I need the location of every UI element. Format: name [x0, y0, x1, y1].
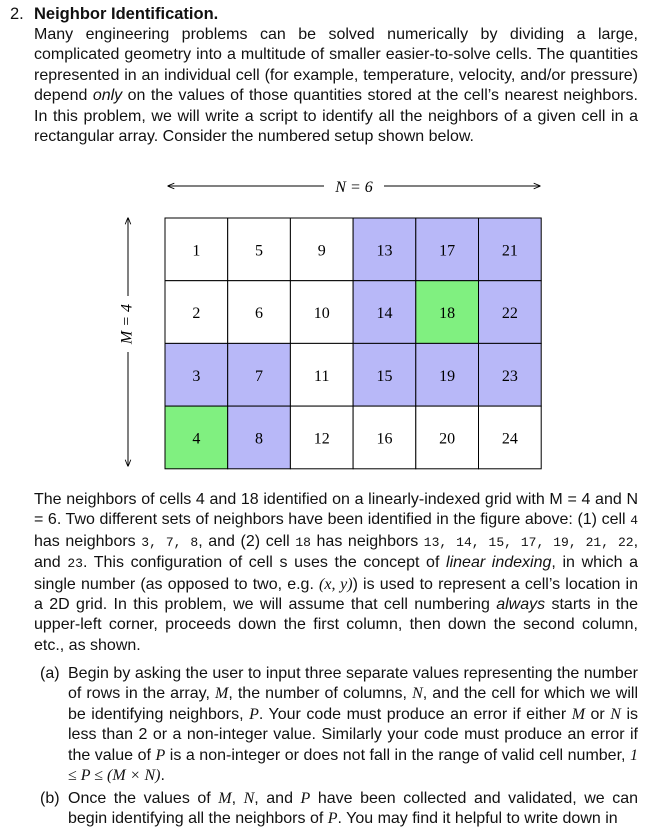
- subquestion-b-label: (b): [40, 790, 60, 807]
- intro-paragraph: [34, 25, 638, 147]
- term-linear-indexing: linear indexing: [446, 554, 552, 572]
- grid-cell-number-11: 11: [314, 367, 330, 385]
- grid-cell-number-5: 5: [255, 242, 264, 260]
- grid-cell-number-2: 2: [192, 305, 201, 323]
- math-m: M: [214, 685, 229, 703]
- math-p: P: [155, 746, 166, 764]
- intro-text: Many engineering problems can be solved numerically by dividing a large, complicated geometry into a multitude of smaller easier-to-solve cells. The quantities represented in an individual cell (for example, temperature, velocity, and/or pressure) depend: [34, 26, 638, 105]
- grid-cell-number-4: 4: [192, 430, 201, 448]
- grid-cell-number-24: 24: [501, 430, 518, 448]
- text: , and the cell for which we will be identifying neighbors,: [68, 685, 638, 723]
- text: Begin by asking the user to input three separate values representing the number of rows in the array,: [68, 665, 638, 703]
- code-cell-18: 18: [295, 534, 311, 550]
- text: .: [160, 767, 165, 785]
- grid-cell-number-14: 14: [376, 305, 393, 323]
- caption-text: has neighbors: [34, 532, 142, 550]
- caption-paragraph: [34, 490, 638, 656]
- math-p: P: [249, 705, 259, 723]
- grid-cell-number-15: 15: [376, 367, 393, 385]
- grid-cell-number-17: 17: [439, 242, 456, 260]
- grid-cell-number-3: 3: [192, 367, 201, 385]
- cell-grid: [165, 218, 541, 469]
- math-m: M: [218, 790, 232, 807]
- math-p: P: [300, 790, 311, 807]
- caption-text: ) is used to represent a cell’s location in a 2D grid. In this problem, we will assume that cell numbering: [34, 575, 638, 614]
- grid-cell-number-23: 23: [501, 367, 518, 385]
- problem-title: Neighbor Identification.: [34, 5, 219, 23]
- text: or: [585, 705, 611, 723]
- caption-text: has neighbors: [310, 532, 424, 550]
- caption-text: , and: [34, 532, 639, 572]
- grid-cell-number-7: 7: [255, 367, 264, 385]
- caption-text: starts in the upper-left corner, proceeds down the first column, then down the second column, etc., as shown.: [34, 596, 638, 654]
- code-cell-4: 4: [630, 513, 638, 529]
- caption-text: The neighbors of cells 4 and 18 identified on a linearly-indexed grid with M = 4 and N = 6. Two different sets of neighbors have been identified in the figure above: (1) cell: [34, 491, 638, 529]
- m-dimension-label: M = 4: [118, 303, 136, 345]
- text: have been collected and validated, we can begin identifying all the neighbors of: [68, 790, 639, 828]
- caption-text: . This configuration of cell s uses the concept of: [82, 554, 447, 572]
- grid-cell-number-20: 20: [439, 430, 456, 448]
- grid-figure: [0, 172, 662, 480]
- grid-cell-number-9: 9: [317, 242, 326, 260]
- code-neighbors-18: 13, 14, 15, 17, 19, 21, 22: [423, 534, 634, 550]
- grid-cell-number-18: 18: [439, 305, 456, 323]
- code-neighbors-4: 3, 7, 8: [141, 534, 199, 550]
- grid-cell-number-10: 10: [313, 305, 330, 323]
- grid-cell-number-8: 8: [255, 430, 264, 448]
- text: , and: [254, 790, 301, 807]
- math-n: N: [243, 790, 255, 807]
- math-xy: (x, y): [319, 575, 353, 593]
- math-range: 1 ≤ P ≤ (M × N): [68, 746, 638, 785]
- text: Once the values of: [68, 790, 219, 807]
- math-m: M: [571, 705, 586, 723]
- n-dimension-label: N = 6: [335, 179, 373, 196]
- grid-diagram: [0, 172, 662, 480]
- text: is a non-integer or does not fall in the range of valid cell number,: [165, 746, 630, 764]
- caption-emphasis-always: always: [496, 596, 546, 614]
- grid-cell-number-22: 22: [501, 305, 518, 323]
- subquestion-a-text: [68, 664, 638, 786]
- grid-cell-number-13: 13: [376, 242, 393, 260]
- intro-emphasis: only: [92, 87, 123, 105]
- math-n: N: [412, 685, 423, 703]
- problem-number: 2.: [10, 5, 24, 23]
- math-p: P: [327, 810, 338, 828]
- text: . Your code must produce an error if either: [258, 705, 572, 723]
- text: . You may find it helpful to write down in: [337, 810, 618, 828]
- grid-cell-number-12: 12: [313, 430, 330, 448]
- caption-text: , in which a single number (as opposed to two, e.g.: [34, 554, 639, 593]
- text: , the number of columns,: [228, 685, 413, 703]
- grid-cell-number-19: 19: [439, 367, 456, 385]
- text: ,: [231, 790, 244, 807]
- problem-heading: [10, 4, 218, 24]
- subquestion-a-label: (a): [40, 665, 60, 682]
- grid-cell-number-6: 6: [255, 305, 264, 323]
- subquestion-b-text: [68, 789, 638, 830]
- grid-cell-number-21: 21: [501, 242, 518, 260]
- grid-cell-number-16: 16: [376, 430, 393, 448]
- intro-text-end: on the values of those quantities stored at the cell’s nearest neighbors. In this problem, we will write a script to identify all the neighbors of a given cell in a rectangular array. Consider the numbered setup shown below.: [34, 87, 638, 146]
- math-n: N: [610, 705, 621, 723]
- caption-text: , and (2) cell: [198, 532, 296, 550]
- text: is less than 2 or a non-integer value. Similarly your code must produce an error if the value of: [68, 705, 639, 764]
- code-neighbor-23: 23: [67, 556, 83, 572]
- grid-cell-number-1: 1: [192, 242, 201, 260]
